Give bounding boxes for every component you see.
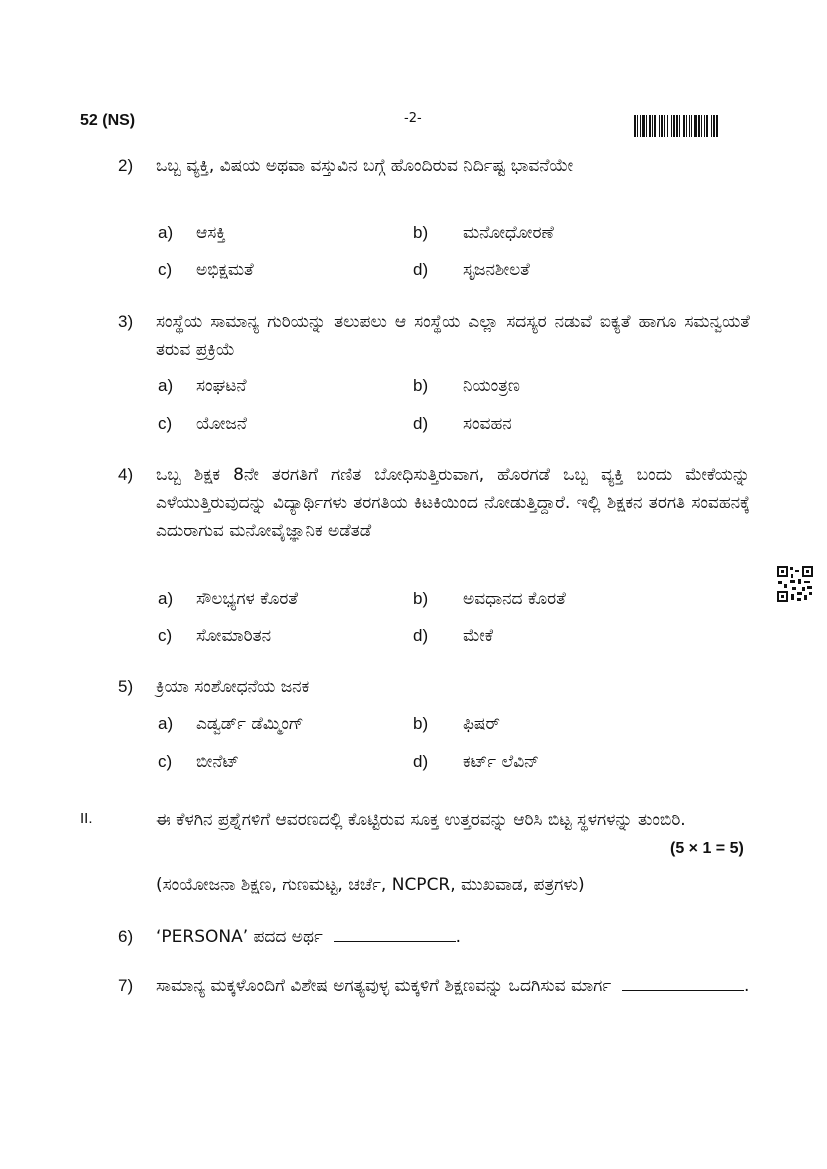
qr-code-icon	[776, 565, 814, 603]
question-4	[118, 461, 750, 545]
option-d: d) ಸಂವಹನ	[413, 414, 512, 434]
option-b: b) ಅವಧಾನದ ಕೊರತೆ	[413, 589, 566, 609]
option-c: c) ಯೋಜನೆ	[158, 414, 247, 434]
question-3	[118, 308, 750, 364]
question-text: ಸಾಮಾನ್ಯ ಮಕ್ಕಳೊಂದಿಗೆ ವಿಶೇಷ ಅಗತ್ಯವುಳ್ಳ ಮಕ್ಕಳಿಗೆ ಶಿಕ್ಷಣವನ್ನು ಒದಗಿಸುವ ಮಾರ್ಗ	[156, 976, 612, 996]
option-d: d) ಕರ್ಟ್ ಲೆವಿನ್	[413, 752, 540, 772]
question-5	[118, 673, 750, 701]
question-text: ಒಬ್ಬ ವ್ಯಕ್ತಿ, ವಿಷಯ ಅಥವಾ ವಸ್ತುವಿನ ಬಗ್ಗೆ ಹೊಂದಿರುವ ನಿರ್ದಿಷ್ಟ ಭಾವನೆಯೇ	[156, 156, 574, 176]
option-b: b) ನಿಯಂತ್ರಣ	[413, 376, 520, 396]
option-a: a) ಸೌಲಭ್ಯಗಳ ಕೊರತೆ	[158, 589, 299, 609]
section-instruction: ಈ ಕೆಳಗಿನ ಪ್ರಶ್ನೆಗಳಿಗೆ ಆವರಣದಲ್ಲಿ ಕೊಟ್ಟಿರುವ ಸೂಕ್ತ ಉತ್ತರವನ್ನು ಆರಿಸಿ ಬಿಟ್ಟ ಸ್ಥಳಗಳನ್ನು ತುಂಬಿರಿ.	[156, 810, 686, 830]
paper-code: 52 (NS)	[80, 112, 136, 129]
option-a: a) ಎಡ್ವರ್ಡ್ ಡೆಮ್ಮಿಂಗ್	[158, 714, 304, 734]
page-number: -2-	[404, 111, 422, 126]
option-c: c) ಸೋಮಾರಿತನ	[158, 626, 272, 646]
question-number: 5)	[118, 677, 134, 696]
question-text: ಕ್ರಿಯಾ ಸಂಶೋಧನೆಯ ಜನಕ	[156, 677, 310, 697]
question-6: 6) ‘PERSONA’ ಪದದ ಅರ್ಥ .	[118, 923, 750, 951]
answer-blank[interactable]	[622, 976, 744, 991]
question-text: ‘PERSONA’ ಪದದ ಅರ್ಥ	[156, 927, 323, 947]
option-b: b) ಮನೋಧೋರಣೆ	[413, 223, 554, 243]
question-text: ಒಬ್ಬ ಶಿಕ್ಷಕ 8ನೇ ತರಗತಿಗೆ ಗಣಿತ ಬೋಧಿಸುತ್ತಿರುವಾಗ, ಹೊರಗಡೆ ಒಬ್ಬ ವ್ಯಕ್ತಿ ಬಂದು ಮೇಕೆಯನ್ನು ಎಳೆಯುತ್ತಿರುವುದನ್ನು ವಿದ್ಯಾರ್ಥಿಗಳು ತರಗತಿಯ ಕಿಟಕಿಯಿಂದ ನೋಡುತ್ತಿದ್ದಾರೆ. ಇಲ್ಲಿ ಶಿಕ್ಷಕನ ತರಗತಿ ಸಂವಹನಕ್ಕೆ ಎದುರಾಗುವ ಮನೋವೈಜ್ಞಾನಿಕ ಅಡೆತಡೆ	[156, 465, 750, 541]
barcode-icon	[634, 115, 746, 137]
section-number: II.	[80, 810, 93, 827]
option-d: d) ಸೃಜನಶೀಲತೆ	[413, 260, 530, 280]
option-d: d) ಮೇಕೆ	[413, 626, 494, 646]
section-marks: (5 × 1 = 5)	[670, 840, 744, 857]
question-text: ಸಂಸ್ಥೆಯ ಸಾಮಾನ್ಯ ಗುರಿಯನ್ನು ತಲುಪಲು ಆ ಸಂಸ್ಥೆಯ ಎಲ್ಲಾ ಸದಸ್ಯರ ನಡುವೆ ಐಕ್ಯತೆ ಹಾಗೂ ಸಮನ್ವಯತೆ ತರುವ ಪ್ರಕ್ರಿಯೆ	[156, 312, 750, 360]
question-number: 4)	[118, 465, 134, 484]
question-number: 7)	[118, 976, 134, 995]
question-number: 6)	[118, 927, 134, 946]
question-number: 2)	[118, 156, 134, 175]
answer-choices: (ಸಂಯೋಜನಾ ಶಿಕ್ಷಣ, ಗುಣಮಟ್ಟ, ಚರ್ಚೆ, NCPCR, ಮುಖವಾಡ, ಪತ್ರಗಳು)	[156, 875, 585, 895]
option-c: c) ಬೀನೆಟ್	[158, 752, 240, 772]
option-a: a) ಆಸಕ್ತಿ	[158, 223, 226, 243]
question-7: 7) ಸಾಮಾನ್ಯ ಮಕ್ಕಳೊಂದಿಗೆ ವಿಶೇಷ ಅಗತ್ಯವುಳ್ಳ ಮಕ್ಕಳಿಗೆ ಶಿಕ್ಷಣವನ್ನು ಒದಗಿಸುವ ಮಾರ್ಗ .	[118, 972, 750, 1000]
question-number: 3)	[118, 312, 134, 331]
option-b: b) ಫಿಷರ್	[413, 714, 500, 734]
question-2	[118, 152, 750, 180]
option-a: a) ಸಂಘಟನೆ	[158, 376, 247, 396]
answer-blank[interactable]	[334, 927, 456, 942]
option-c: c) ಅಭಿಕ್ಷಮತೆ	[158, 260, 254, 280]
